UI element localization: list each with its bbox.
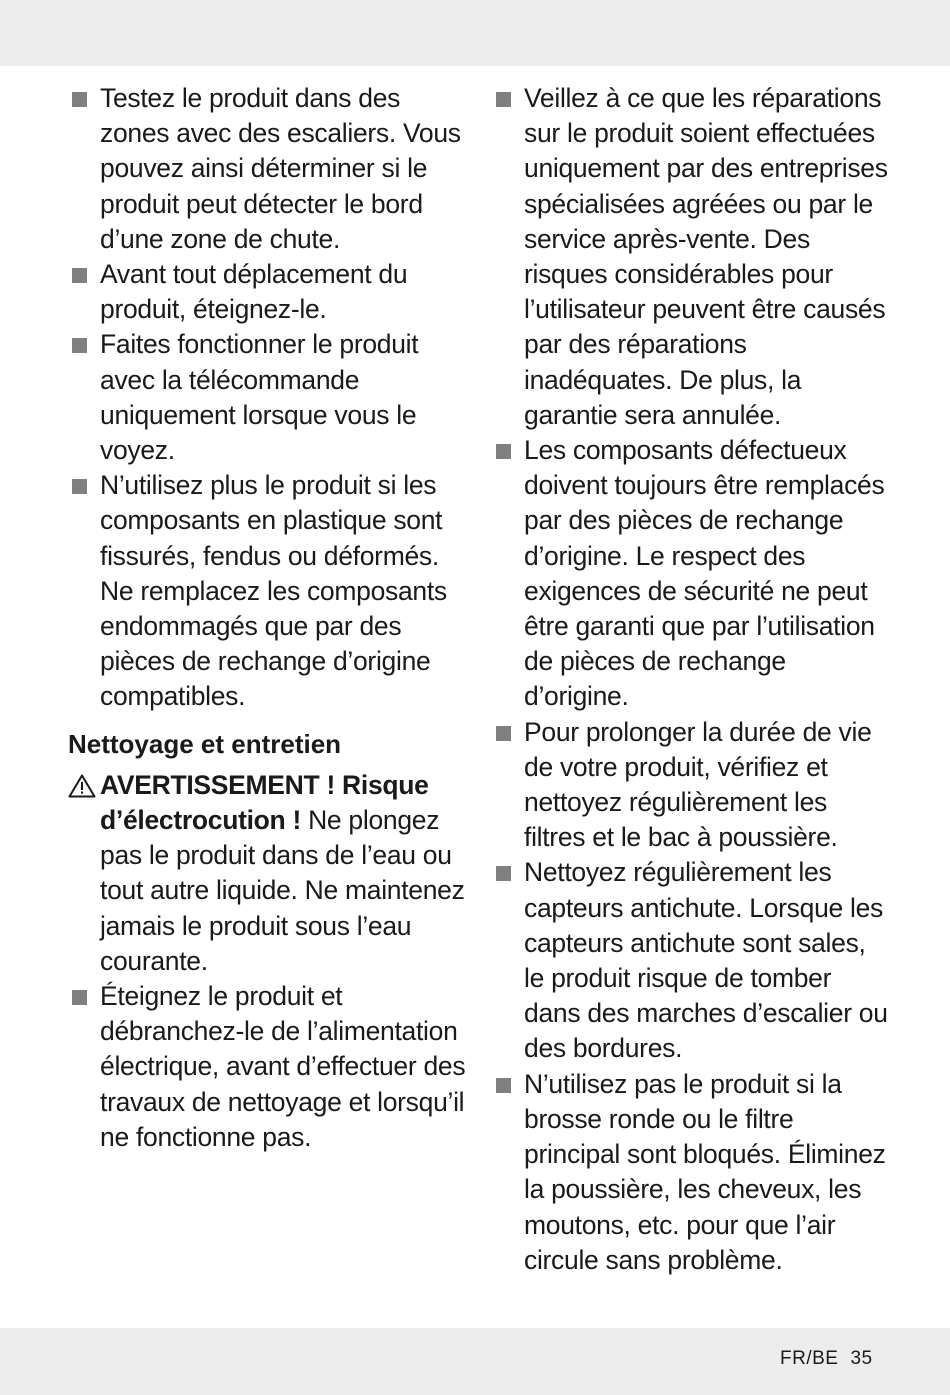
list-item-text: Testez le produit dans des zones avec des escaliers. Vous pouvez ainsi déterminer si le produit peut détecter le bord d’une zone de chute.	[100, 83, 461, 254]
right-column	[492, 81, 892, 1278]
warning-title: AVERTISSEMENT ! Risque d’électrocution !	[100, 769, 429, 836]
square-bullet-icon	[72, 268, 87, 283]
list-item-text: Éteignez le produit et débranchez-le de l’alimentation électrique, avant d’effectuer des travaux de nettoyage et lorsqu’il ne fonctionne pas.	[100, 981, 466, 1152]
list-item	[492, 855, 892, 1066]
square-bullet-icon	[72, 990, 87, 1005]
list-item-text: Les composants défectueux doivent toujours être remplacés par des pièces de rechange d’origine. Le respect des exigences de sécurité ne peut être garanti que par l’utilisation de pièces de rechange d’origine.	[524, 435, 885, 712]
page-number: 35	[850, 1348, 873, 1369]
section-heading: Nettoyage et entretien	[68, 728, 342, 759]
list-item	[492, 715, 892, 856]
list-item-text: Nettoyez régulièrement les capteurs antichute. Lorsque les capteurs antichute sont sales, le produit risque de tomber dans des marches d’escalier ou des bordures.	[524, 857, 888, 1064]
page-footer	[780, 1348, 890, 1370]
square-bullet-icon	[496, 92, 511, 107]
square-bullet-icon	[496, 444, 511, 459]
list-item-text: Veillez à ce que les réparations sur le produit soient effectuées uniquement par des entreprises spécialisées agréées ou par le service après-vente. Des risques considérables pour l’utilisateur peuvent être causés par des réparations inadéquates. De plus, la garantie sera annulée.	[524, 83, 888, 430]
square-bullet-icon	[496, 726, 511, 741]
warning-triangle-icon	[68, 774, 96, 798]
list-item	[492, 1067, 892, 1278]
list-item	[68, 81, 468, 257]
list-item-text: Faites fonctionner le produit avec la télécommande uniquement lorsque vous le voyez.	[100, 329, 419, 466]
square-bullet-icon	[72, 92, 87, 107]
header-band	[0, 0, 950, 66]
warning-notice	[68, 768, 468, 979]
square-bullet-icon	[496, 866, 511, 881]
list-item-text: Avant tout déplacement du produit, éteignez-le.	[100, 259, 408, 325]
list-item-text: N’utilisez pas le produit si la brosse ronde ou le filtre principal sont bloqués. Éliminez la poussière, les cheveux, les moutons, etc. pour que l’air circule sans problème.	[524, 1068, 886, 1275]
list-item	[68, 257, 468, 327]
square-bullet-icon	[72, 338, 87, 353]
left-column	[68, 81, 468, 1155]
list-item-text: Pour prolonger la durée de vie de votre produit, vérifiez et nettoyez régulièrement les filtres et le bac à poussière.	[524, 716, 872, 853]
list-item	[68, 327, 468, 468]
list-item	[492, 433, 892, 715]
list-item	[68, 979, 468, 1155]
list-item	[492, 81, 892, 433]
list-item	[68, 468, 468, 714]
warning-text: Ne plongez pas le produit dans de l’eau ou tout autre liquide. Ne maintenez jamais le produit sous l’eau courante.	[100, 805, 465, 976]
square-bullet-icon	[72, 479, 87, 494]
locale-code: FR/BE	[780, 1348, 839, 1369]
square-bullet-icon	[496, 1078, 511, 1093]
list-item-text: N’utilisez plus le produit si les composants en plastique sont fissurés, fendus ou déformés. Ne remplacez les composants endommagés que par des pièces de rechange d’origine compatibles.	[100, 470, 447, 712]
